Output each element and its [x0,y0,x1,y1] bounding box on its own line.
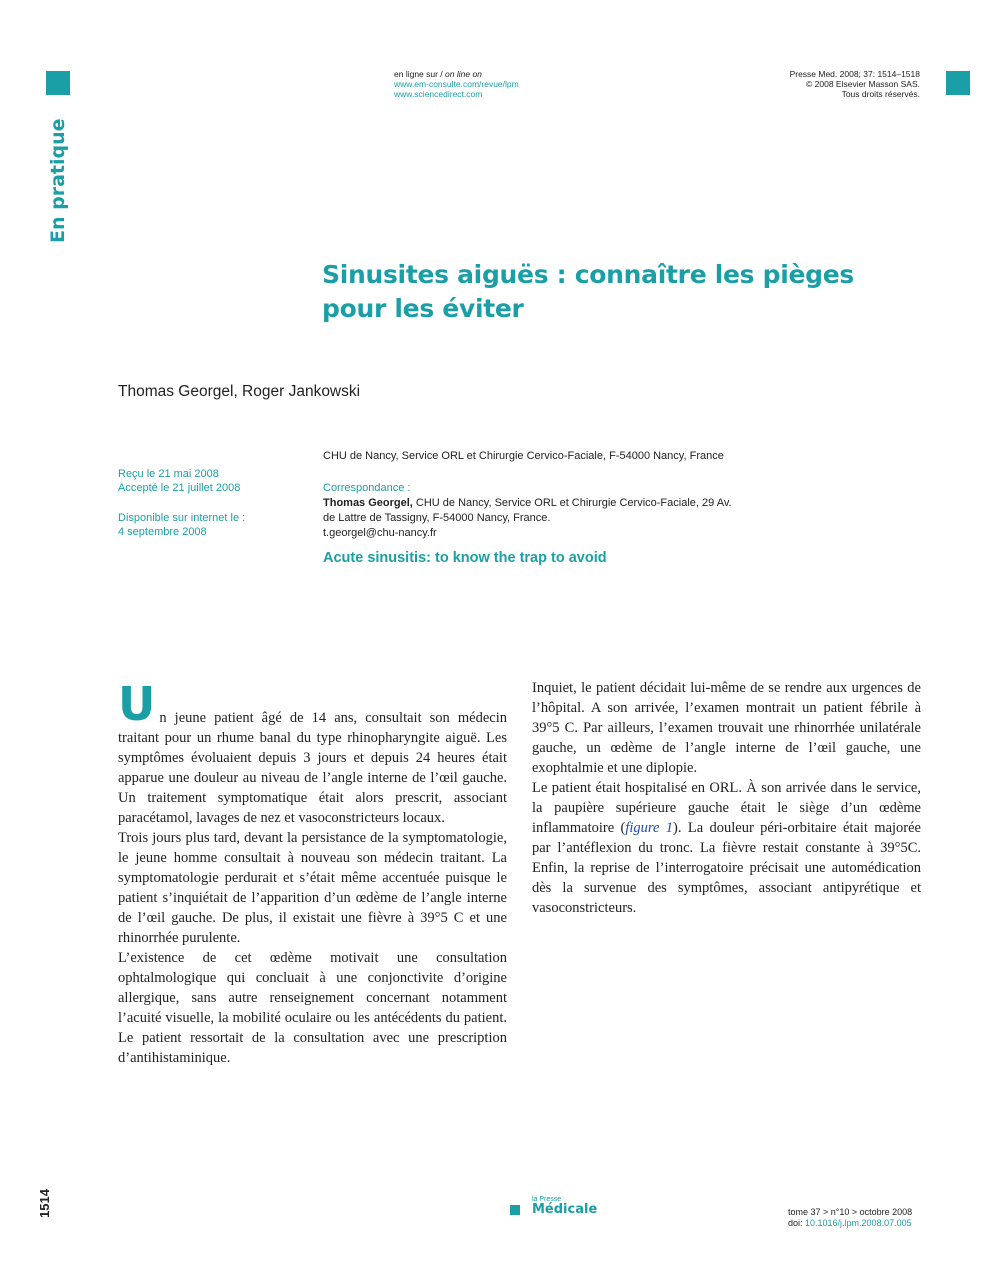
figure-1-link[interactable]: figure 1 [625,820,674,836]
correspondence-name: Thomas Georgel, [323,497,413,509]
section-label [46,118,70,243]
section-label-text: En pratique [47,118,69,243]
online-label: en ligne sur / [394,69,446,79]
available-label: Disponible sur internet le : [118,512,246,524]
online-label-en: on line on [445,69,482,79]
correspondence-email[interactable]: t.georgel@chu-nancy.fr [323,527,437,539]
journal-logo [510,1196,630,1222]
paragraph-4: Inquiet, le patient décidait lui-même de se rendre aux urgences de l’hôpital. A son arrivée, l’examen montrait un patient fébrile à 39°5 C. Par ailleurs, l’examen trouvait une rhinorrhée unilatérale gauche, un œdème de l’angle interne de l’œil gauche, une exophtalmie et une diplopie. [532,680,921,776]
logo-square-icon [510,1205,520,1215]
paragraph-3: L’existence de cet œdème motivait une consultation ophtalmologique qui concluait à une conjonctivite d’origine allergique, sans autre renseignement concernant notamment l’acuité visuelle, la mobilité oculaire ou les antécédents du patient. Le patient ressortait de la consultation avec une prescription d’antihistaminique. [118,950,507,1066]
rights: Tous droits réservés. [841,89,920,99]
paragraph-2: Trois jours plus tard, devant la persistance de la symptomatologie, le jeune homme consultait à nouveau son médecin traitant. La symptomatologie perdurait et s’était même accentuée puisque le patient s’inquiétait de l’apparition d’un œdème de l’angle interne de l’œil gauche. De plus, il existait une fièvre à 39°5 C et une rhinorrhée purulente. [118,830,507,946]
page-number [36,1180,60,1220]
logo-small-text: la Presse [532,1196,562,1203]
correspondence-label: Correspondance : [323,482,411,494]
article-dates [118,467,298,539]
issue: tome 37 > n°10 > octobre 2008 [788,1207,913,1217]
citation-block [620,69,920,99]
logo-main-text: Médicale [532,1202,598,1217]
available-date: 4 septembre 2008 [118,526,207,538]
issue-info [788,1207,912,1229]
received-date: Reçu le 21 mai 2008 [118,468,219,480]
paragraph-5-part-a: Le patient était hospitalisé en ORL. À son arrivée dans le service, la paupière supérieure gauche était le siège d’un œdème inflammatoire ( [532,780,921,836]
sciencedirect-url[interactable]: www.sciencedirect.com [394,89,483,99]
paragraph-5-part-b: ). La douleur péri-orbitaire était majorée par l’antéflexion du tronc. La fièvre restait constante à 39°5C. Enfin, la reprise de l’interrogatoire précisait une automédication dès la survenue des symptômes, associant antipyrétique et vasoconstricteurs. [532,820,921,916]
doi-label: doi: [788,1218,806,1228]
body-column-2 [532,678,921,918]
affiliation: CHU de Nancy, Service ORL et Chirurgie Cervico-Faciale, F-54000 Nancy, France [323,450,724,462]
english-title: Acute sinusitis: to know the trap to avoid [323,550,607,566]
page-number-text: 1514 [37,1189,52,1218]
authors: Thomas Georgel, Roger Jankowski [118,383,361,400]
paragraph-1: n jeune patient âgé de 14 ans, consultait son médecin traitant pour un rhume banal du type rhinopharyngite aiguë. Les symptômes évoluaient depuis 3 jours et depuis 24 heures était apparue une douleur au niveau de l’angle interne de l’œil gauche. Un traitement symptomatique était alors prescrit, associant paracétamol, lavages de nez et vasoconstricteurs locaux. [118,710,507,826]
correspondence-address: CHU de Nancy, Service ORL et Chirurgie Cervico-Faciale, 29 Av. de Lattre de Tassigny, F-54000 Nancy, France. [323,497,732,524]
citation: Presse Med. 2008; 37: 1514–1518 [789,69,920,79]
body-column-1 [118,678,507,1068]
accepted-date: Accepté le 21 juillet 2008 [118,482,241,494]
doi-link[interactable]: 10.1016/j.lpm.2008.07.005 [805,1218,912,1228]
correspondence [323,481,743,541]
copyright: © 2008 Elsevier Masson SAS. [806,79,920,89]
corner-square-left [46,71,70,95]
drop-cap: U [118,677,156,731]
corner-square-right [946,71,970,95]
paragraph-5 [532,778,921,918]
journal-url[interactable]: www.em-consulte.com/revue/lpm [394,79,519,89]
article-title: Sinusites aiguës : connaître les pièges pour les éviter [322,260,855,323]
